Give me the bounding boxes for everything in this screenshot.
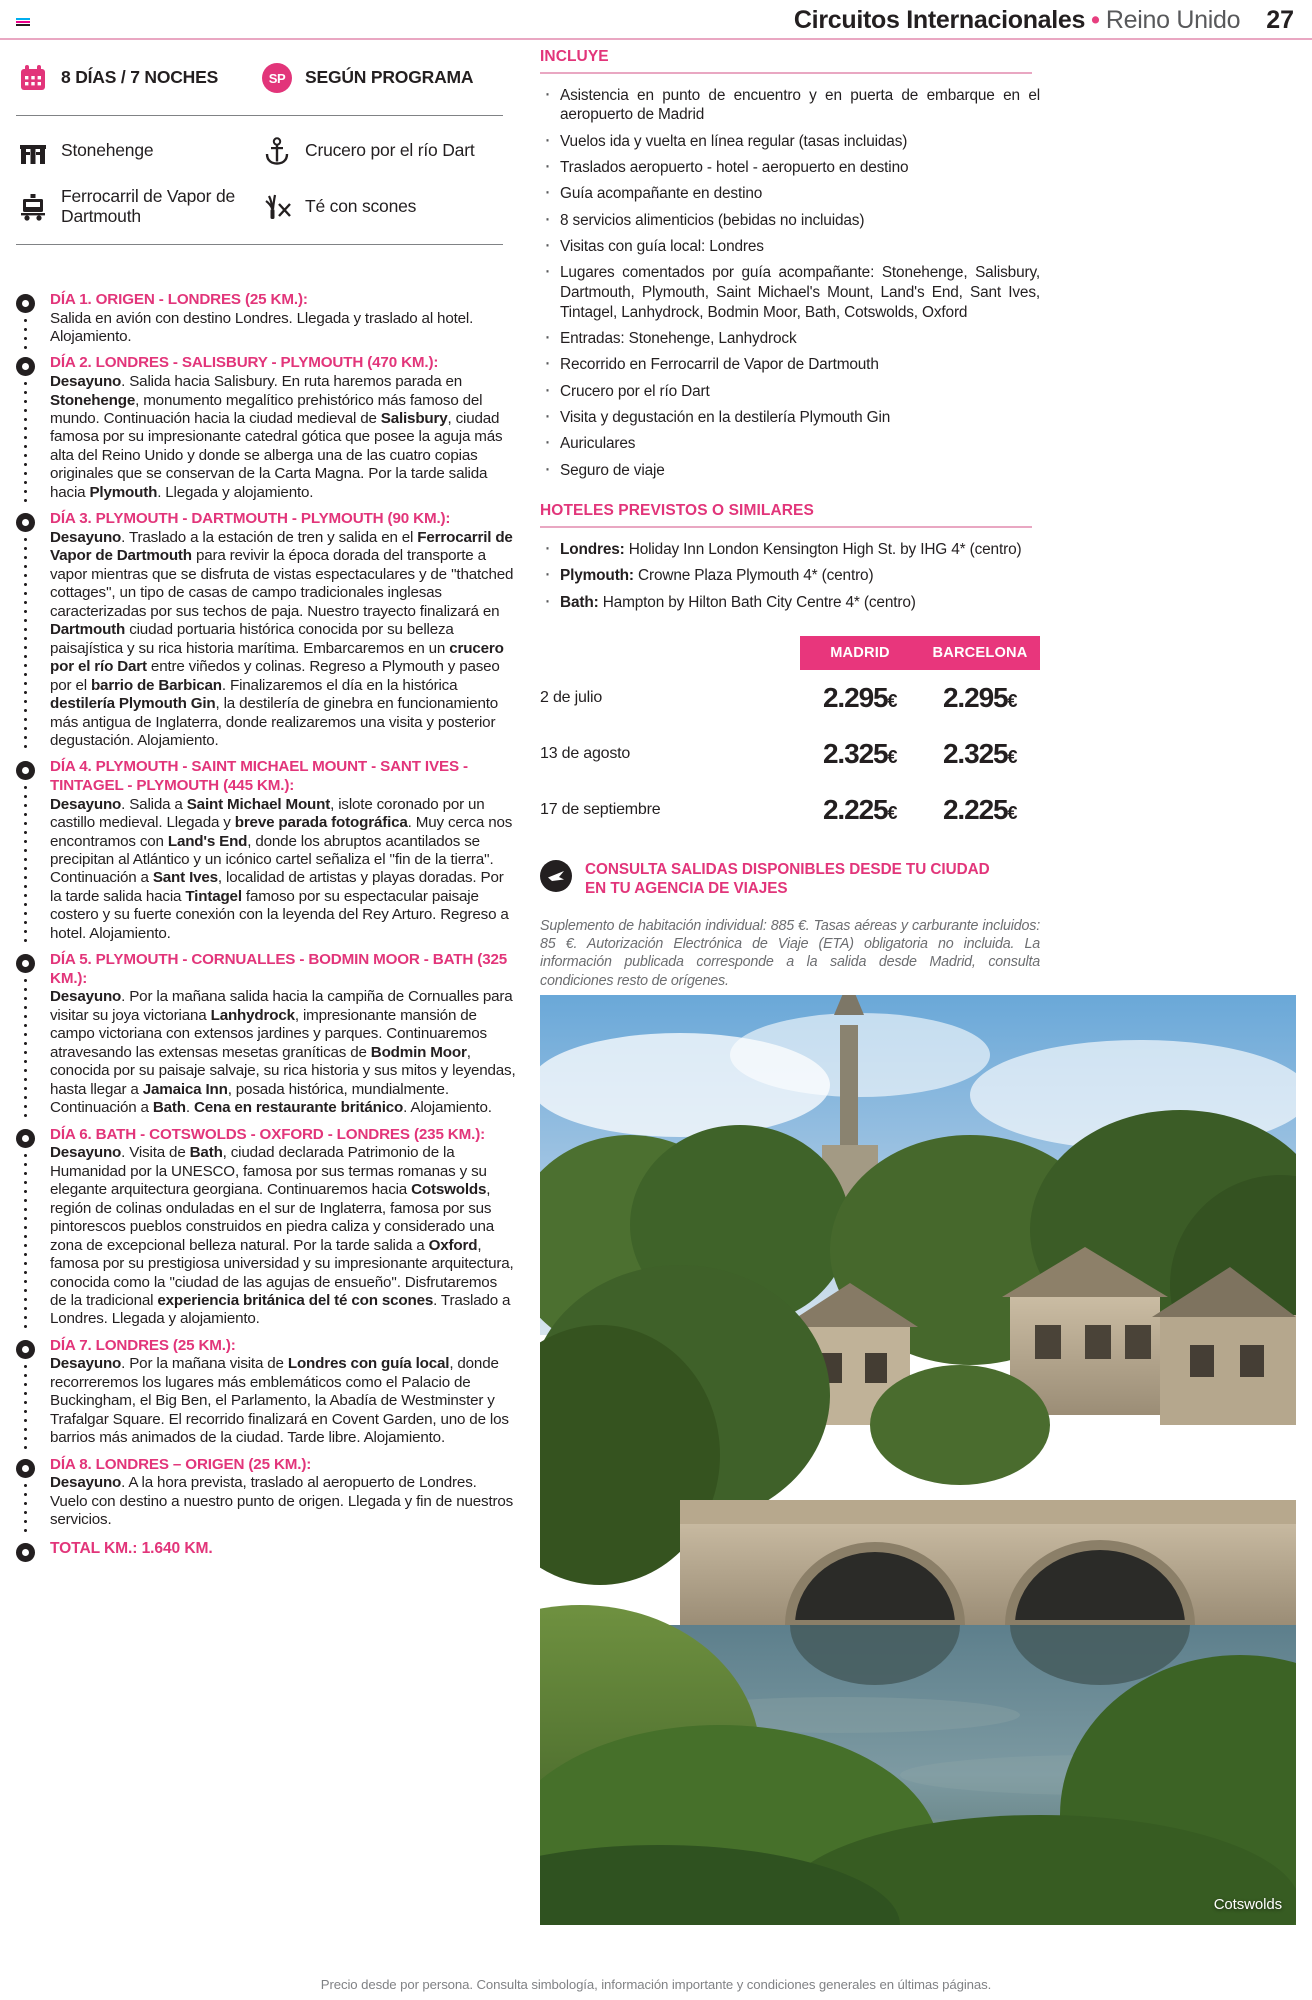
day-title: DÍA 7. LONDRES (25 KM.): bbox=[50, 1336, 236, 1354]
sp-badge-icon bbox=[260, 61, 294, 95]
header-title: Circuitos Internacionales bbox=[793, 5, 1086, 34]
price-value: 2.295 bbox=[942, 682, 1008, 714]
list-item: · Guía acompañante en destino bbox=[540, 184, 1040, 204]
table-row bbox=[540, 782, 1040, 838]
price-value: 2.225 bbox=[942, 794, 1008, 826]
total-km-label: TOTAL KM.: 1.640 KM. bbox=[50, 1539, 213, 1557]
plane-icon bbox=[540, 860, 572, 892]
fact-label: 8 DÍAS / 7 NOCHES bbox=[61, 67, 219, 88]
currency-symbol: € bbox=[887, 747, 898, 768]
price-madrid bbox=[800, 738, 920, 770]
list-item: · Crucero por el río Dart bbox=[540, 382, 1040, 402]
list-item bbox=[540, 593, 1040, 613]
list-item: · Asistencia en punto de encuentro y en puerta de embarque en el aeropuerto de Madrid bbox=[540, 86, 1040, 126]
day-title: DÍA 2. LONDRES - SALISBURY - PLYMOUTH (470 KM.): bbox=[50, 354, 439, 372]
list-item: · Auriculares bbox=[540, 434, 1040, 454]
day-title: DÍA 4. PLYMOUTH - SAINT MICHAEL MOUNT - SANT IVES - TINTAGEL - PLYMOUTH (445 KM.): bbox=[50, 758, 468, 795]
day-body: Desayuno. Por la mañana visita de Londres con guía local, donde recorreremos los lugares más emblemáticos como el Palacio de Buckingham, el Big Ben, el Parlamento, la Abadía de Westminster y Trafalgar Square. El recorrido finalizará en Covent Garden, uno de los barrios más animados de la ciudad. Tarde libre. Alojamiento. bbox=[50, 1355, 509, 1447]
timeline-dots bbox=[24, 1151, 27, 1333]
includes-heading: INCLUYE bbox=[540, 48, 609, 65]
fact-cruise bbox=[260, 134, 504, 168]
hotel-city: Londres: bbox=[560, 540, 625, 558]
hotel-name: Crowne Plaza Plymouth 4* (centro) bbox=[633, 567, 874, 585]
hotel-name: Hampton by Hilton Bath City Centre 4* (centro) bbox=[598, 593, 916, 611]
steam-train-icon bbox=[16, 190, 50, 224]
day-body: Desayuno. Por la mañana salida hacia la campiña de Cornualles para visitar su joya victoriana Lanhydrock, impresionante mansión de campo victoriana con extensos jardines y parques. Continuaremos atravesando las extensas mesetas graníticas de Bodmin Moor, conocida por su paisaje salvaje, su rica historia y sus mitos y leyendas, hasta llegar a Jamaica Inn, posada histórica, mundialmente. Continuación a Bath. Cena en restaurante británico. Alojamiento. bbox=[50, 988, 516, 1117]
day-body: Desayuno. Salida a Saint Michael Mount, islote coronado por un castillo medieval. Llegada y breve parada fotográfica. Muy cerca nos encontramos con Land's End, donde los abruptos acantilados se precipitan al Atlántico y un icónico cartel señaliza el ''fin de la tierra''. Continuación a Sant Ives, localidad de artistas y playas doradas. Por la tarde salida hacia Tintagel famoso por su espectacular paisaje costero y su fuerte conexión con la leyenda del Rey Arturo. Regreso a hotel. Alojamiento. bbox=[50, 795, 513, 942]
hotels-section bbox=[540, 502, 1040, 612]
consulta-text bbox=[585, 860, 990, 898]
fact-label: SEGÚN PROGRAMA bbox=[305, 67, 474, 88]
left-column bbox=[16, 48, 516, 1566]
list-item: · Vuelos ida y vuelta en línea regular (tasas incluidas) bbox=[540, 132, 1040, 152]
itinerary-day bbox=[50, 291, 516, 346]
includes-section bbox=[540, 48, 1040, 480]
price-madrid bbox=[800, 682, 920, 714]
sp-badge-text: SP bbox=[262, 63, 292, 93]
price-table bbox=[540, 636, 1040, 838]
day-body: Desayuno. Traslado a la estación de tren y salida en el Ferrocarril de Vapor de Dartmouth para revivir la época dorada del transporte a vapor mientras que se disfruta de vistas espectaculares y de ''thatched cottages'', un tipo de casas de campo tradicionales inglesas caracterizadas por sus techos de paja. Nuestro trayecto finalizará en Dartmouth ciudad portuaria histórica conocida por su belleza paisajística y su rica historia marítima. Embarcaremos en un crucero por el río Dart entre viñedos y colinas. Regreso a Plymouth y paseo por el barrio de Barbican. Finalizaremos el día en la histórica destilería Plymouth Gin, la destilería de ginebra en funcionamiento más antigua de Inglaterra, donde realizaremos una visita y posterior degustación. Alojamiento. bbox=[50, 528, 514, 750]
header-subtitle: Reino Unido bbox=[1105, 5, 1241, 34]
itinerary-total bbox=[50, 1540, 516, 1558]
fact-stonehenge bbox=[16, 134, 260, 168]
consulta-line-2: EN TU AGENCIA DE VIAJES bbox=[585, 879, 788, 897]
fact-row-3 bbox=[16, 185, 516, 229]
price-table-header bbox=[540, 636, 1040, 670]
fact-program bbox=[260, 61, 504, 95]
facts-divider-2 bbox=[16, 244, 503, 245]
itinerary-list bbox=[16, 291, 516, 1558]
list-item: · 8 servicios alimenticios (bebidas no incluidas) bbox=[540, 211, 1040, 231]
itinerary-day bbox=[50, 1126, 516, 1329]
itinerary-day bbox=[50, 1337, 516, 1448]
anchor-icon bbox=[260, 134, 294, 168]
hotels-list bbox=[540, 540, 1040, 612]
table-row bbox=[540, 670, 1040, 726]
day-body: Salida en avión con destino Londres. Llegada y traslado al hotel. Alojamiento. bbox=[50, 309, 474, 346]
timeline-dots bbox=[24, 379, 27, 506]
consulta-line-1: CONSULTA SALIDAS DISPONIBLES DESDE TU CIUDAD bbox=[585, 861, 990, 879]
fact-steam-train bbox=[16, 187, 260, 227]
timeline-dots bbox=[24, 1362, 27, 1452]
fact-label: Ferrocarril de Vapor de Dartmouth bbox=[61, 186, 236, 226]
hotels-divider bbox=[540, 526, 1032, 528]
list-item bbox=[540, 540, 1040, 560]
day-bullet-icon bbox=[16, 1129, 35, 1148]
day-title: DÍA 8. LONDRES – ORIGEN (25 KM.): bbox=[50, 1455, 312, 1473]
right-column bbox=[540, 48, 1040, 990]
list-item: · Entradas: Stonehenge, Lanhydrock bbox=[540, 329, 1040, 349]
day-bullet-icon bbox=[16, 761, 35, 780]
departure-date: 2 de julio bbox=[540, 689, 603, 707]
column-header-barcelona: BARCELONA bbox=[932, 645, 1028, 662]
price-header-band bbox=[800, 636, 1040, 670]
day-bullet-icon bbox=[16, 294, 35, 313]
departure-date: 17 de septiembre bbox=[540, 801, 661, 819]
includes-list bbox=[540, 86, 1040, 481]
day-bullet-icon bbox=[16, 954, 35, 973]
header-divider bbox=[0, 38, 1312, 40]
column-header-madrid: MADRID bbox=[830, 645, 890, 662]
day-body: Desayuno. Salida hacia Salisbury. En ruta haremos parada en Stonehenge, monumento megalítico prehistórico más famoso del mundo. Continuación hacia la ciudad medieval de Salisbury, ciudad famosa por su impresionante catedral gótica que posee la aguja más alta del Reino Unido y donde se alberga una de las cuatro copias originales que se conservan de la Carta Magna. Por la tarde salida hacia Plymouth. Llegada y alojamiento. bbox=[50, 373, 503, 501]
day-title: DÍA 6. BATH - COTSWOLDS - OXFORD - LONDRES (235 KM.): bbox=[50, 1125, 486, 1143]
day-title: DÍA 1. ORIGEN - LONDRES (25 KM.): bbox=[50, 291, 308, 308]
timeline-dots bbox=[24, 1481, 27, 1534]
destination-photo bbox=[540, 995, 1296, 1925]
hotel-name: Holiday Inn London Kensington High St. by IHG 4* (centro) bbox=[624, 540, 1022, 558]
consulta-banner bbox=[540, 860, 1040, 898]
timeline-dots bbox=[24, 976, 27, 1121]
departure-date: 13 de agosto bbox=[540, 745, 631, 763]
day-title: DÍA 5. PLYMOUTH - CORNUALLES - BODMIN MOOR - BATH (325 KM.): bbox=[50, 951, 508, 987]
currency-symbol: € bbox=[887, 691, 898, 712]
price-barcelona bbox=[920, 738, 1040, 770]
price-value: 2.325 bbox=[822, 738, 888, 770]
price-barcelona bbox=[920, 682, 1040, 714]
currency-symbol: € bbox=[887, 803, 898, 824]
page-footer: Precio desde por persona. Consulta simbología, información importante y condiciones generales en últimas páginas. bbox=[320, 1977, 992, 1992]
calendar-icon bbox=[16, 61, 50, 95]
price-barcelona bbox=[920, 794, 1040, 826]
day-bullet-icon bbox=[16, 1340, 35, 1359]
scones-tea-icon bbox=[260, 190, 294, 224]
hotel-city: Plymouth: bbox=[560, 567, 634, 585]
photo-illustration bbox=[540, 995, 1296, 1925]
day-bullet-icon bbox=[16, 513, 35, 532]
price-value: 2.325 bbox=[942, 738, 1008, 770]
timeline-dots bbox=[24, 316, 27, 350]
header-separator: • bbox=[1091, 5, 1100, 34]
currency-symbol: € bbox=[1007, 691, 1018, 712]
page-header bbox=[0, 0, 1312, 40]
hotels-heading: HOTELES PREVISTOS O SIMILARES bbox=[540, 502, 814, 520]
fact-row-2 bbox=[16, 131, 516, 171]
fact-label: Crucero por el río Dart bbox=[305, 140, 475, 161]
itinerary-day bbox=[50, 1456, 516, 1530]
trip-facts bbox=[16, 56, 516, 245]
page-number: 27 bbox=[1266, 5, 1294, 34]
currency-symbol: € bbox=[1007, 803, 1018, 824]
list-item: · Visitas con guía local: Londres bbox=[540, 237, 1040, 257]
price-madrid bbox=[800, 794, 920, 826]
itinerary-day bbox=[50, 951, 516, 1117]
fact-label: Té con scones bbox=[305, 196, 417, 217]
itinerary-day bbox=[50, 510, 516, 750]
fact-duration bbox=[16, 61, 260, 95]
price-value: 2.225 bbox=[822, 794, 888, 826]
total-bullet-icon bbox=[16, 1543, 35, 1562]
list-item: · Traslados aeropuerto - hotel - aeropuerto en destino bbox=[540, 158, 1040, 178]
price-note: Suplemento de habitación individual: 885 €. Tasas aéreas y carburante incluidos: 85 €. Autorización Electrónica de Viaje (ETA) obligatoria no incluida. La información publicada corresponde a la salida desde Madrid, consulta condiciones resto de orígenes. bbox=[540, 917, 1040, 989]
facts-divider-1 bbox=[16, 115, 503, 116]
list-item: · Visita y degustación en la destilería Plymouth Gin bbox=[540, 408, 1040, 428]
includes-divider bbox=[540, 72, 1032, 74]
itinerary-day bbox=[50, 758, 516, 943]
list-item: · Recorrido en Ferrocarril de Vapor de Dartmouth bbox=[540, 355, 1040, 375]
hotel-city: Bath: bbox=[560, 593, 599, 611]
day-bullet-icon bbox=[16, 357, 35, 376]
day-body: Desayuno. Visita de Bath, ciudad declarada Patrimonio de la Humanidad por la UNESCO, famosa por sus termas romanas y su elegante arquitectura georgiana. Continuaremos hacia Cotswolds, región de colinas onduladas en el sur de Inglaterra, famosa por sus pintorescos pueblos construidos en piedra caliza y considerado una zona de excepcional belleza natural. Por la tarde salida a Oxford, famosa por su prestigiosa universidad y su impresionante arquitectura, conocida como la ''ciudad de las agujas de ensueño''. Disfrutaremos de la tradicional experiencia británica del té con scones. Traslado a Londres. Llegada y alojamiento. bbox=[50, 1144, 514, 1328]
timeline-dots bbox=[24, 783, 27, 947]
photo-caption: Cotswolds bbox=[1213, 1896, 1282, 1913]
fact-label: Stonehenge bbox=[61, 140, 154, 161]
day-title: DÍA 3. PLYMOUTH - DARTMOUTH - PLYMOUTH (90 KM.): bbox=[50, 510, 451, 528]
fact-row-1 bbox=[16, 56, 516, 100]
price-value: 2.295 bbox=[822, 682, 888, 714]
stonehenge-icon bbox=[16, 134, 50, 168]
itinerary-day bbox=[50, 354, 516, 502]
currency-symbol: € bbox=[1007, 747, 1018, 768]
list-item: · Lugares comentados por guía acompañante: Stonehenge, Salisbury, Dartmouth, Plymouth, Saint Michael's Mount, Land's End, Sant Ives, Tintagel, Lanhydrock, Bodmin Moor, Bath, Cotswolds, Oxford bbox=[540, 263, 1040, 322]
list-item bbox=[540, 566, 1040, 586]
day-body: Desayuno. A la hora prevista, traslado al aeropuerto de Londres. Vuelo con destino a nuestro punto de origen. Llegada y fin de nuestros servicios. bbox=[50, 1474, 514, 1529]
fact-tea-scones bbox=[260, 190, 504, 224]
table-row bbox=[540, 726, 1040, 782]
day-bullet-icon bbox=[16, 1459, 35, 1478]
timeline-dots bbox=[24, 535, 27, 754]
list-item: · Seguro de viaje bbox=[540, 461, 1040, 481]
